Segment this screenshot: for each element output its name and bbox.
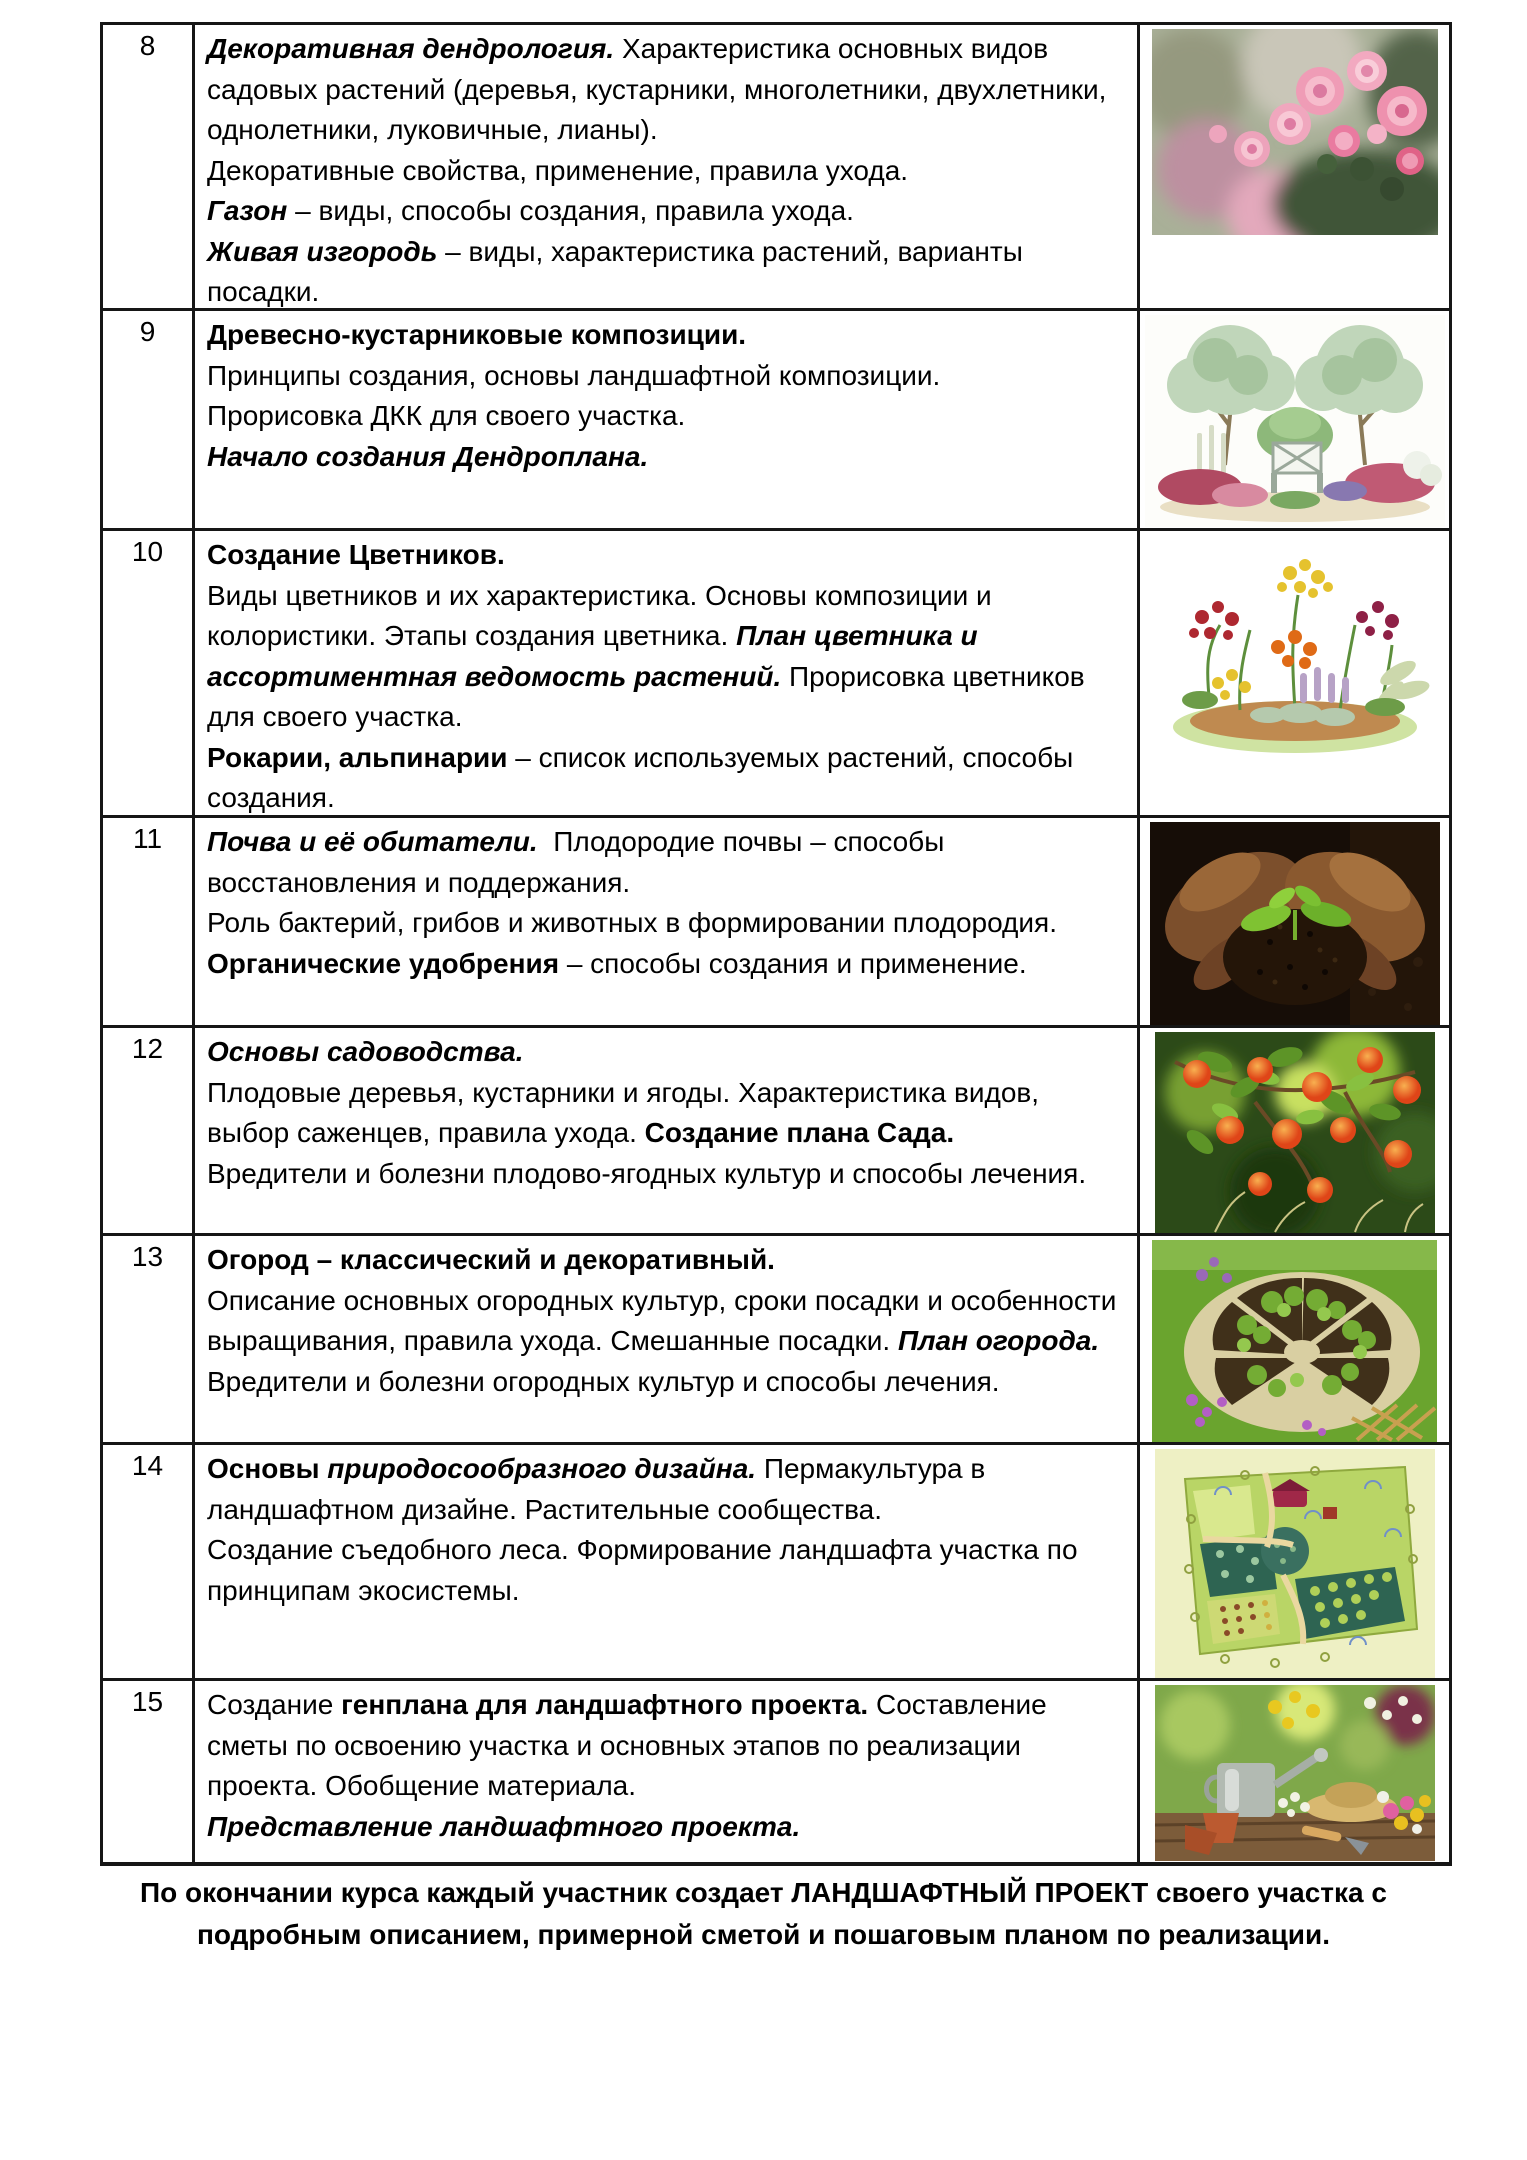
course-footer-note: По окончании курса каждый участник создает ЛАНДШАФТНЫЙ ПРОЕКТ своего участка с подробным описанием, примерной сметой и пошаговым планом по реализации. (140, 1877, 1387, 1950)
course-table (100, 22, 1452, 1866)
table-row (103, 818, 1449, 1028)
permaculture-plan-illustration (1140, 1445, 1449, 1678)
row-number: 14 (103, 1445, 195, 1678)
row-number: 10 (103, 531, 195, 818)
row-text: Древесно-кустарниковые композиции. Принципы создания, основы ландшафтной композиции. Прорисовка ДКК для своего участка. Начало создания Дендроплана. (195, 311, 1140, 528)
soil-hands-photo (1140, 818, 1449, 1025)
table-row (103, 1445, 1449, 1681)
row-number: 13 (103, 1236, 195, 1442)
row-number: 12 (103, 1028, 195, 1233)
row-text: Создание Цветников. Виды цветников и их характеристика. Основы композиции и колористики. Этапы создания цветника. План цветника и ассортиментная ведомость растений. Прорисовка цветников для своего участка. Рокарии, альпинарии – список используемых растений, способы создания. (195, 531, 1140, 818)
fruit-tree-photo (1140, 1028, 1449, 1233)
table-row (103, 25, 1449, 311)
table-row (103, 1681, 1449, 1862)
roses-photo (1140, 25, 1449, 311)
table-row (103, 1028, 1449, 1236)
table-row (103, 1236, 1449, 1445)
row-number: 9 (103, 311, 195, 528)
row-text: Декоративная дендрология. Характеристика основных видов садовых растений (деревья, кустарники, многолетники, двухлетники, однолетники, луковичные, лианы). Декоративные свойства, применение, правила ухода. Газон – виды, способы создания, правила ухода. Живая изгородь – виды, характеристика растений, варианты посадки. (195, 25, 1140, 311)
garden-tools-photo (1140, 1681, 1449, 1862)
row-text: Основы садоводства. Плодовые деревья, кустарники и ягоды. Характеристика видов, выбор саженцев, правила ухода. Создание плана Сада. Вредители и болезни плодово-ягодных культур и способы лечения. (195, 1028, 1140, 1233)
row-number: 15 (103, 1681, 195, 1862)
row-text: Огород – классический и декоративный. Описание основных огородных культур, сроки посадки и особенности выращивания, правила ухода. Смешанные посадки. План огорода. Вредители и болезни огородных культур и способы лечения. (195, 1236, 1140, 1442)
table-row (103, 311, 1449, 531)
table-row (103, 531, 1449, 818)
flowerbed-illustration (1140, 531, 1449, 818)
row-text: Почва и её обитатели. Плодородие почвы – способы восстановления и поддержания. Роль бактерий, грибов и животных в формировании плодородия. Органические удобрения – способы создания и применение. (195, 818, 1140, 1025)
row-number: 11 (103, 818, 195, 1025)
row-text: Основы природосообразного дизайна. Пермакультура в ландшафтном дизайне. Растительные сообщества. Создание съедобного леса. Формирование ландшафта участка по принципам экосистемы. (195, 1445, 1140, 1678)
garden-composition-illustration (1140, 311, 1449, 528)
round-garden-photo (1140, 1236, 1449, 1442)
row-number: 8 (103, 25, 195, 311)
row-text: Создание генплана для ландшафтного проекта. Составление сметы по освоению участка и основных этапов по реализации проекта. Обобщение материала. Представление ландшафтного проекта. (195, 1681, 1140, 1862)
